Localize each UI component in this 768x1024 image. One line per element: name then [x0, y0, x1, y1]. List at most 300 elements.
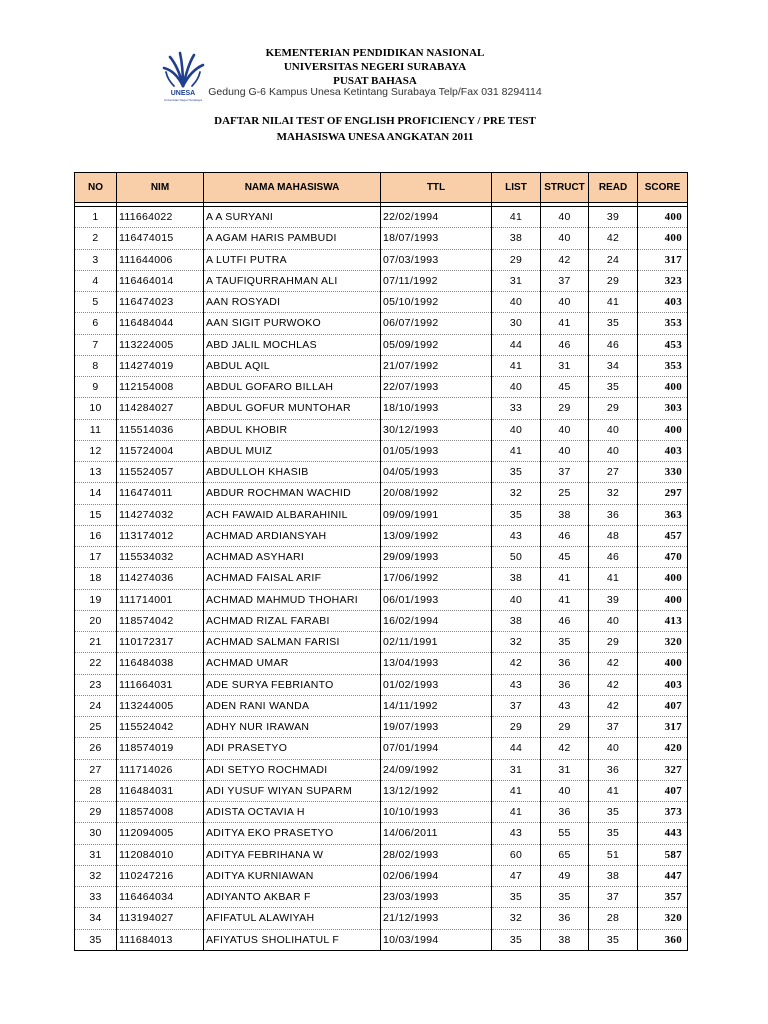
- cell-list: 41: [492, 355, 541, 376]
- cell-struct: 36: [541, 653, 589, 674]
- cell-struct: 29: [541, 398, 589, 419]
- cell-nim: 116484031: [117, 780, 204, 801]
- cell-read: 41: [589, 780, 638, 801]
- cell-ttl: 06/01/1993: [381, 589, 492, 610]
- cell-struct: 45: [541, 377, 589, 398]
- cell-list: 37: [492, 695, 541, 716]
- cell-score: 413: [638, 610, 688, 631]
- cell-nim: 111714026: [117, 759, 204, 780]
- cell-ttl: 05/10/1992: [381, 292, 492, 313]
- cell-no: 31: [75, 844, 117, 865]
- cell-read: 24: [589, 249, 638, 270]
- cell-name: AAN SIGIT PURWOKO: [204, 313, 381, 334]
- logo-text: UNESA: [170, 90, 196, 97]
- table-row: [75, 462, 688, 483]
- table-row: [75, 589, 688, 610]
- table-row: [75, 865, 688, 886]
- table-row: [75, 823, 688, 844]
- table-row: [75, 610, 688, 631]
- cell-struct: 49: [541, 865, 589, 886]
- table-row: [75, 525, 688, 546]
- cell-ttl: 21/12/1993: [381, 908, 492, 929]
- cell-name: ABD JALIL MOCHLAS: [204, 334, 381, 355]
- cell-no: 5: [75, 292, 117, 313]
- cell-struct: 41: [541, 568, 589, 589]
- cell-name: ADITYA EKO PRASETYO: [204, 823, 381, 844]
- cell-nim: 116464014: [117, 270, 204, 291]
- cell-score: 403: [638, 292, 688, 313]
- cell-list: 41: [492, 440, 541, 461]
- table-row: [75, 419, 688, 440]
- cell-score: 400: [638, 207, 688, 228]
- cell-name: ADEN RANI WANDA: [204, 695, 381, 716]
- cell-nim: 111664031: [117, 674, 204, 695]
- cell-ttl: 20/08/1992: [381, 483, 492, 504]
- cell-struct: 37: [541, 462, 589, 483]
- cell-score: 400: [638, 589, 688, 610]
- cell-score: 447: [638, 865, 688, 886]
- cell-name: ADITYA FEBRIHANA W: [204, 844, 381, 865]
- cell-struct: 40: [541, 780, 589, 801]
- cell-score: 420: [638, 738, 688, 759]
- cell-ttl: 07/11/1992: [381, 270, 492, 291]
- cell-list: 60: [492, 844, 541, 865]
- cell-list: 29: [492, 249, 541, 270]
- cell-ttl: 07/03/1993: [381, 249, 492, 270]
- cell-list: 40: [492, 377, 541, 398]
- table-row: [75, 695, 688, 716]
- cell-nim: 116474011: [117, 483, 204, 504]
- cell-ttl: 01/05/1993: [381, 440, 492, 461]
- cell-no: 1: [75, 207, 117, 228]
- cell-name: ABDUL GOFARO BILLAH: [204, 377, 381, 398]
- cell-no: 18: [75, 568, 117, 589]
- cell-name: ABDUL MUIZ: [204, 440, 381, 461]
- cell-nim: 116464034: [117, 887, 204, 908]
- document-title: DAFTAR NILAI TEST OF ENGLISH PROFICIENCY / PRE TEST: [214, 115, 536, 127]
- cell-read: 35: [589, 377, 638, 398]
- cell-list: 35: [492, 929, 541, 950]
- cell-list: 33: [492, 398, 541, 419]
- cell-list: 31: [492, 270, 541, 291]
- cell-score: 400: [638, 653, 688, 674]
- cell-score: 453: [638, 334, 688, 355]
- cell-score: 400: [638, 377, 688, 398]
- table-row: [75, 377, 688, 398]
- cell-score: 470: [638, 547, 688, 568]
- cell-no: 22: [75, 653, 117, 674]
- cell-name: A AGAM HARIS PAMBUDI: [204, 228, 381, 249]
- cell-no: 32: [75, 865, 117, 886]
- cell-list: 40: [492, 589, 541, 610]
- cell-nim: 118574042: [117, 610, 204, 631]
- cell-read: 29: [589, 632, 638, 653]
- cell-nim: 114274032: [117, 504, 204, 525]
- logo-subtext: Universitas Negeri Surabaya: [163, 98, 203, 102]
- cell-struct: 31: [541, 759, 589, 780]
- cell-list: 29: [492, 717, 541, 738]
- cell-ttl: 22/07/1993: [381, 377, 492, 398]
- cell-no: 15: [75, 504, 117, 525]
- cell-nim: 115514036: [117, 419, 204, 440]
- cell-nim: 112154008: [117, 377, 204, 398]
- unit-name: PUSAT BAHASA: [333, 75, 417, 87]
- table-row: [75, 228, 688, 249]
- cell-struct: 43: [541, 695, 589, 716]
- cell-score: 407: [638, 695, 688, 716]
- cell-nim: 111684013: [117, 929, 204, 950]
- table-row: [75, 887, 688, 908]
- cell-name: ACHMAD FAISAL ARIF: [204, 568, 381, 589]
- cell-struct: 40: [541, 207, 589, 228]
- cell-list: 47: [492, 865, 541, 886]
- cell-nim: 112094005: [117, 823, 204, 844]
- cell-name: ACHMAD ASYHARI: [204, 547, 381, 568]
- cell-ttl: 21/07/1992: [381, 355, 492, 376]
- cell-no: 16: [75, 525, 117, 546]
- cell-nim: 112084010: [117, 844, 204, 865]
- cell-ttl: 14/11/1992: [381, 695, 492, 716]
- table-row: [75, 908, 688, 929]
- cell-score: 587: [638, 844, 688, 865]
- cell-name: A TAUFIQURRAHMAN ALI: [204, 270, 381, 291]
- cell-ttl: 22/02/1994: [381, 207, 492, 228]
- table-row: [75, 653, 688, 674]
- cell-list: 40: [492, 419, 541, 440]
- cell-list: 41: [492, 802, 541, 823]
- table-row: [75, 547, 688, 568]
- cell-name: A A SURYANI: [204, 207, 381, 228]
- cell-struct: 35: [541, 632, 589, 653]
- cell-ttl: 13/09/1992: [381, 525, 492, 546]
- cell-list: 50: [492, 547, 541, 568]
- cell-no: 11: [75, 419, 117, 440]
- cell-score: 317: [638, 249, 688, 270]
- cell-read: 28: [589, 908, 638, 929]
- cell-no: 3: [75, 249, 117, 270]
- cell-struct: 42: [541, 249, 589, 270]
- cell-score: 373: [638, 802, 688, 823]
- col-header-nama: NAMA MAHASISWA: [204, 173, 381, 203]
- table-row: [75, 929, 688, 950]
- cell-read: 32: [589, 483, 638, 504]
- cell-no: 24: [75, 695, 117, 716]
- cell-nim: 110172317: [117, 632, 204, 653]
- cell-no: 19: [75, 589, 117, 610]
- cell-name: ACHMAD SALMAN FARISI: [204, 632, 381, 653]
- cell-ttl: 09/09/1991: [381, 504, 492, 525]
- cell-list: 35: [492, 504, 541, 525]
- cell-read: 42: [589, 228, 638, 249]
- cell-struct: 36: [541, 674, 589, 695]
- cell-list: 30: [492, 313, 541, 334]
- cell-read: 29: [589, 270, 638, 291]
- cell-no: 6: [75, 313, 117, 334]
- cell-list: 41: [492, 780, 541, 801]
- cell-read: 36: [589, 759, 638, 780]
- cell-struct: 46: [541, 334, 589, 355]
- cell-read: 40: [589, 440, 638, 461]
- cell-no: 2: [75, 228, 117, 249]
- cell-no: 7: [75, 334, 117, 355]
- cell-name: ABDUL KHOBIR: [204, 419, 381, 440]
- cell-no: 29: [75, 802, 117, 823]
- cell-no: 23: [75, 674, 117, 695]
- cell-read: 40: [589, 419, 638, 440]
- cell-ttl: 30/12/1993: [381, 419, 492, 440]
- cell-name: ADITYA KURNIAWAN: [204, 865, 381, 886]
- col-header-score: SCORE: [638, 173, 688, 203]
- document-subtitle: MAHASISWA UNESA ANGKATAN 2011: [276, 131, 474, 143]
- cell-read: 29: [589, 398, 638, 419]
- table-row: [75, 207, 688, 228]
- score-table: [74, 172, 688, 951]
- cell-read: 35: [589, 313, 638, 334]
- cell-name: ADE SURYA FEBRIANTO: [204, 674, 381, 695]
- cell-struct: 40: [541, 292, 589, 313]
- col-header-read: READ: [589, 173, 638, 203]
- table-row: [75, 249, 688, 270]
- cell-ttl: 13/12/1992: [381, 780, 492, 801]
- cell-name: ACHMAD MAHMUD THOHARI: [204, 589, 381, 610]
- cell-ttl: 10/10/1993: [381, 802, 492, 823]
- cell-struct: 41: [541, 313, 589, 334]
- cell-nim: 111664022: [117, 207, 204, 228]
- cell-read: 37: [589, 887, 638, 908]
- col-header-list: LIST: [492, 173, 541, 203]
- cell-name: ABDULLOH KHASIB: [204, 462, 381, 483]
- cell-read: 46: [589, 334, 638, 355]
- cell-list: 32: [492, 483, 541, 504]
- cell-list: 42: [492, 653, 541, 674]
- cell-name: A LUTFI PUTRA: [204, 249, 381, 270]
- table-row: [75, 759, 688, 780]
- cell-list: 32: [492, 632, 541, 653]
- cell-no: 20: [75, 610, 117, 631]
- cell-score: 353: [638, 313, 688, 334]
- cell-nim: 116474023: [117, 292, 204, 313]
- cell-struct: 46: [541, 525, 589, 546]
- cell-name: ACHMAD UMAR: [204, 653, 381, 674]
- cell-score: 353: [638, 355, 688, 376]
- cell-ttl: 18/07/1993: [381, 228, 492, 249]
- table-row: [75, 334, 688, 355]
- cell-name: ADHY NUR IRAWAN: [204, 717, 381, 738]
- cell-ttl: 01/02/1993: [381, 674, 492, 695]
- cell-name: ACHMAD RIZAL FARABI: [204, 610, 381, 631]
- address: Gedung G-6 Kampus Unesa Ketintang Surabaya Telp/Fax 031 8294114: [208, 86, 542, 98]
- cell-ttl: 23/03/1993: [381, 887, 492, 908]
- table-row: [75, 355, 688, 376]
- cell-list: 31: [492, 759, 541, 780]
- cell-nim: 114274019: [117, 355, 204, 376]
- cell-struct: 41: [541, 589, 589, 610]
- cell-score: 443: [638, 823, 688, 844]
- cell-read: 35: [589, 929, 638, 950]
- cell-nim: 113174012: [117, 525, 204, 546]
- cell-ttl: 24/09/1992: [381, 759, 492, 780]
- cell-score: 400: [638, 568, 688, 589]
- cell-nim: 115524057: [117, 462, 204, 483]
- ministry-name: KEMENTERIAN PENDIDIKAN NASIONAL: [265, 47, 485, 59]
- col-header-struct: STRUCT: [541, 173, 589, 203]
- cell-nim: 113244005: [117, 695, 204, 716]
- cell-score: 327: [638, 759, 688, 780]
- cell-list: 40: [492, 292, 541, 313]
- cell-no: 27: [75, 759, 117, 780]
- cell-score: 317: [638, 717, 688, 738]
- cell-struct: 46: [541, 610, 589, 631]
- cell-struct: 55: [541, 823, 589, 844]
- cell-name: ADI YUSUF WIYAN SUPARM: [204, 780, 381, 801]
- col-header-ttl: TTL: [381, 173, 492, 203]
- cell-list: 43: [492, 823, 541, 844]
- cell-no: 10: [75, 398, 117, 419]
- cell-struct: 45: [541, 547, 589, 568]
- cell-ttl: 06/07/1992: [381, 313, 492, 334]
- cell-struct: 37: [541, 270, 589, 291]
- cell-struct: 38: [541, 929, 589, 950]
- table-row: [75, 483, 688, 504]
- cell-nim: 115524042: [117, 717, 204, 738]
- cell-read: 39: [589, 207, 638, 228]
- col-header-no: NO: [75, 173, 117, 203]
- cell-name: ADIYANTO AKBAR F: [204, 887, 381, 908]
- cell-read: 40: [589, 610, 638, 631]
- cell-read: 38: [589, 865, 638, 886]
- cell-score: 400: [638, 419, 688, 440]
- cell-read: 46: [589, 547, 638, 568]
- cell-read: 42: [589, 653, 638, 674]
- cell-ttl: 04/05/1993: [381, 462, 492, 483]
- cell-read: 36: [589, 504, 638, 525]
- cell-nim: 113194027: [117, 908, 204, 929]
- cell-score: 303: [638, 398, 688, 419]
- cell-ttl: 16/02/1994: [381, 610, 492, 631]
- cell-score: 400: [638, 228, 688, 249]
- cell-ttl: 17/06/1992: [381, 568, 492, 589]
- cell-nim: 114274036: [117, 568, 204, 589]
- cell-ttl: 13/04/1993: [381, 653, 492, 674]
- cell-read: 42: [589, 695, 638, 716]
- cell-no: 8: [75, 355, 117, 376]
- cell-nim: 116484038: [117, 653, 204, 674]
- cell-no: 12: [75, 440, 117, 461]
- cell-no: 17: [75, 547, 117, 568]
- cell-nim: 115724004: [117, 440, 204, 461]
- table-row: [75, 632, 688, 653]
- cell-read: 37: [589, 717, 638, 738]
- cell-no: 33: [75, 887, 117, 908]
- cell-score: 363: [638, 504, 688, 525]
- cell-score: 403: [638, 674, 688, 695]
- cell-name: ABDUR ROCHMAN WACHID: [204, 483, 381, 504]
- cell-nim: 114284027: [117, 398, 204, 419]
- cell-struct: 25: [541, 483, 589, 504]
- cell-name: ABDUL AQIL: [204, 355, 381, 376]
- cell-score: 357: [638, 887, 688, 908]
- cell-score: 330: [638, 462, 688, 483]
- cell-score: 360: [638, 929, 688, 950]
- table-row: [75, 504, 688, 525]
- table-row: [75, 738, 688, 759]
- cell-score: 320: [638, 908, 688, 929]
- table-row: [75, 780, 688, 801]
- cell-ttl: 10/03/1994: [381, 929, 492, 950]
- cell-list: 35: [492, 462, 541, 483]
- cell-ttl: 29/09/1993: [381, 547, 492, 568]
- cell-read: 35: [589, 823, 638, 844]
- university-name: UNIVERSITAS NEGERI SURABAYA: [283, 61, 467, 73]
- cell-no: 21: [75, 632, 117, 653]
- cell-list: 32: [492, 908, 541, 929]
- cell-nim: 111714001: [117, 589, 204, 610]
- cell-no: 4: [75, 270, 117, 291]
- cell-read: 48: [589, 525, 638, 546]
- cell-read: 34: [589, 355, 638, 376]
- table-row: [75, 270, 688, 291]
- cell-no: 30: [75, 823, 117, 844]
- cell-no: 14: [75, 483, 117, 504]
- cell-read: 27: [589, 462, 638, 483]
- cell-struct: 29: [541, 717, 589, 738]
- cell-struct: 35: [541, 887, 589, 908]
- cell-name: ADISTA OCTAVIA H: [204, 802, 381, 823]
- cell-read: 35: [589, 802, 638, 823]
- cell-nim: 116474015: [117, 228, 204, 249]
- cell-struct: 31: [541, 355, 589, 376]
- cell-score: 403: [638, 440, 688, 461]
- cell-name: AFIFATUL ALAWIYAH: [204, 908, 381, 929]
- cell-name: ACHMAD ARDIANSYAH: [204, 525, 381, 546]
- cell-nim: 118574019: [117, 738, 204, 759]
- cell-no: 28: [75, 780, 117, 801]
- table-row: [75, 398, 688, 419]
- cell-score: 323: [638, 270, 688, 291]
- cell-read: 42: [589, 674, 638, 695]
- table-header-row: [75, 173, 688, 203]
- table-body: [75, 203, 688, 951]
- cell-no: 9: [75, 377, 117, 398]
- cell-struct: 40: [541, 228, 589, 249]
- table-row: [75, 292, 688, 313]
- cell-list: 43: [492, 674, 541, 695]
- cell-struct: 40: [541, 419, 589, 440]
- cell-name: ADI PRASETYO: [204, 738, 381, 759]
- cell-read: 41: [589, 568, 638, 589]
- cell-nim: 116484044: [117, 313, 204, 334]
- cell-list: 43: [492, 525, 541, 546]
- cell-nim: 110247216: [117, 865, 204, 886]
- cell-struct: 65: [541, 844, 589, 865]
- cell-list: 38: [492, 568, 541, 589]
- cell-no: 35: [75, 929, 117, 950]
- cell-no: 26: [75, 738, 117, 759]
- table-row: [75, 313, 688, 334]
- table-row: [75, 674, 688, 695]
- cell-name: ABDUL GOFUR MUNTOHAR: [204, 398, 381, 419]
- cell-read: 41: [589, 292, 638, 313]
- cell-list: 35: [492, 887, 541, 908]
- cell-score: 297: [638, 483, 688, 504]
- cell-name: ADI SETYO ROCHMADI: [204, 759, 381, 780]
- cell-score: 320: [638, 632, 688, 653]
- cell-list: 44: [492, 738, 541, 759]
- cell-struct: 36: [541, 802, 589, 823]
- cell-ttl: 18/10/1993: [381, 398, 492, 419]
- cell-list: 41: [492, 207, 541, 228]
- cell-no: 13: [75, 462, 117, 483]
